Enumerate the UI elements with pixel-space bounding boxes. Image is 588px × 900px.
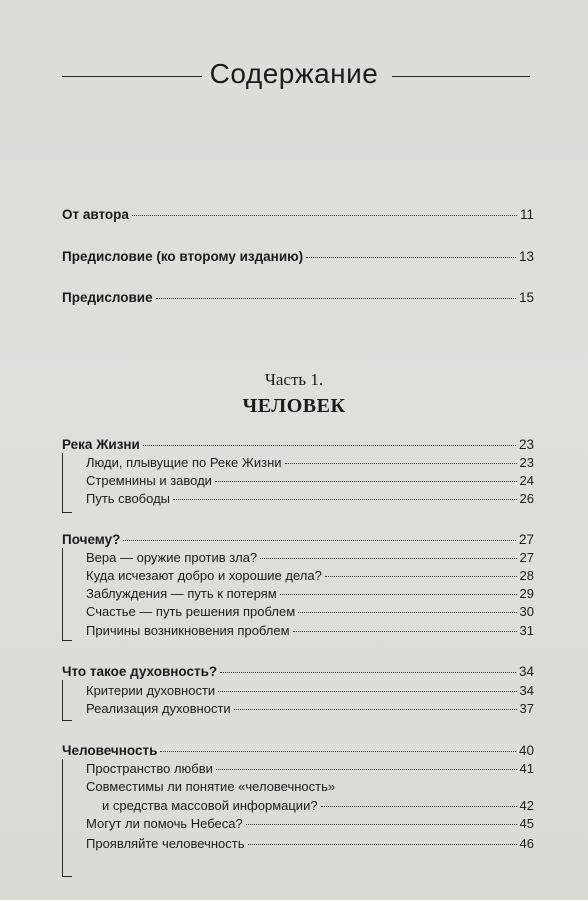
- section-title-line: Совместимы ли понятие «человечность»: [86, 779, 336, 794]
- toc-entry-front[interactable]: [62, 207, 534, 222]
- section-page: 28: [519, 568, 534, 583]
- toc-section[interactable]: [86, 701, 534, 716]
- section-page: 23: [519, 455, 534, 470]
- section-title: Стремнины и заводи: [86, 473, 212, 488]
- toc-section[interactable]: [86, 586, 534, 601]
- entry-page: 11: [519, 207, 534, 222]
- chapter-bracket: [62, 680, 63, 720]
- dot-leader: [246, 824, 517, 825]
- dot-leader: [123, 540, 516, 541]
- dot-leader: [173, 499, 517, 500]
- toc-section[interactable]: [102, 798, 534, 813]
- dot-leader: [306, 257, 516, 258]
- toc-chapter[interactable]: [62, 532, 534, 547]
- chapter-page: 40: [518, 743, 534, 758]
- section-title: Критерии духовности: [86, 683, 216, 698]
- toc-section[interactable]: [86, 473, 534, 488]
- dot-leader: [293, 631, 517, 632]
- toc-section[interactable]: [86, 550, 534, 565]
- dot-leader: [160, 751, 516, 752]
- dot-leader: [325, 576, 517, 577]
- chapter-bracket-foot: [62, 876, 72, 877]
- title-rule-right: [392, 76, 530, 77]
- section-page: 42: [519, 798, 534, 813]
- part-label: Часть 1.: [264, 370, 324, 389]
- chapter-title: Почему?: [62, 532, 121, 547]
- dot-leader: [132, 215, 517, 216]
- dot-leader: [143, 445, 516, 446]
- section-page: 34: [519, 683, 534, 698]
- entry-title: Предисловие: [62, 290, 153, 305]
- dot-leader: [260, 558, 516, 559]
- chapter-bracket-foot: [62, 720, 72, 721]
- chapter-page: 27: [518, 532, 534, 547]
- entry-page: 13: [518, 249, 534, 264]
- section-title: Могут ли помочь Небеса?: [86, 816, 243, 831]
- dot-leader: [248, 844, 517, 845]
- section-page: 37: [519, 701, 534, 716]
- section-page: 30: [519, 604, 534, 619]
- section-page: 29: [519, 586, 534, 601]
- toc-chapter[interactable]: [62, 437, 534, 452]
- toc-section[interactable]: [86, 623, 534, 638]
- section-title: Путь свободы: [86, 491, 170, 506]
- dot-leader: [215, 481, 517, 482]
- toc-section[interactable]: [86, 683, 534, 698]
- chapter-bracket: [62, 453, 63, 512]
- dot-leader: [298, 612, 516, 613]
- chapter-title: Река Жизни: [62, 437, 140, 452]
- toc-chapter[interactable]: [62, 743, 534, 758]
- toc-entry-front[interactable]: [62, 290, 534, 305]
- toc-chapter[interactable]: [62, 664, 534, 679]
- dot-leader: [234, 709, 517, 710]
- section-page: 27: [519, 550, 534, 565]
- chapter-bracket-foot: [62, 640, 72, 641]
- section-title: Пространство любви: [86, 761, 213, 776]
- dot-leader: [280, 594, 517, 595]
- entry-title: Предисловие (ко второму изданию): [62, 249, 304, 264]
- part-title: ЧЕЛОВЕК: [242, 395, 346, 417]
- dot-leader: [156, 298, 516, 299]
- section-title-cont: и средства массовой информации?: [102, 798, 318, 813]
- toc-section[interactable]: [86, 455, 534, 470]
- toc-section[interactable]: [86, 816, 534, 831]
- chapter-page: 23: [518, 437, 534, 452]
- section-title: Люди, плывущие по Реке Жизни: [86, 455, 282, 470]
- section-page: 46: [519, 836, 534, 851]
- section-title: Причины возникновения проблем: [86, 623, 290, 638]
- chapter-title: Человечность: [62, 743, 158, 758]
- toc-entry-front[interactable]: [62, 249, 534, 264]
- toc-section[interactable]: [86, 836, 534, 851]
- section-title: Проявляйте человечность: [86, 836, 245, 851]
- chapter-bracket: [62, 759, 63, 876]
- section-page: 41: [519, 761, 534, 776]
- chapter-bracket-foot: [62, 512, 72, 513]
- section-title: Куда исчезают добро и хорошие дела?: [86, 568, 322, 583]
- entry-page: 15: [518, 290, 534, 305]
- chapter-title: Что такое духовность?: [62, 664, 218, 679]
- section-page: 26: [519, 491, 534, 506]
- section-title: Реализация духовности: [86, 701, 231, 716]
- dot-leader: [218, 691, 516, 692]
- toc-section[interactable]: [86, 568, 534, 583]
- section-page: 31: [519, 623, 534, 638]
- section-title: Вера — оружие против зла?: [86, 550, 258, 565]
- section-title: Счастье — путь решения проблем: [86, 604, 296, 619]
- dot-leader: [321, 806, 517, 807]
- entry-title: От автора: [62, 207, 129, 222]
- section-page: 24: [519, 473, 534, 488]
- toc-section[interactable]: [86, 761, 534, 776]
- page-title: Содержание: [209, 58, 379, 89]
- dot-leader: [216, 769, 517, 770]
- chapter-page: 34: [518, 664, 534, 679]
- section-page: 45: [519, 816, 534, 831]
- dot-leader: [285, 463, 517, 464]
- toc-section[interactable]: [86, 491, 534, 506]
- toc-section[interactable]: [86, 604, 534, 619]
- section-title: Заблуждения — путь к потерям: [86, 586, 277, 601]
- dot-leader: [220, 672, 516, 673]
- chapter-bracket: [62, 548, 63, 640]
